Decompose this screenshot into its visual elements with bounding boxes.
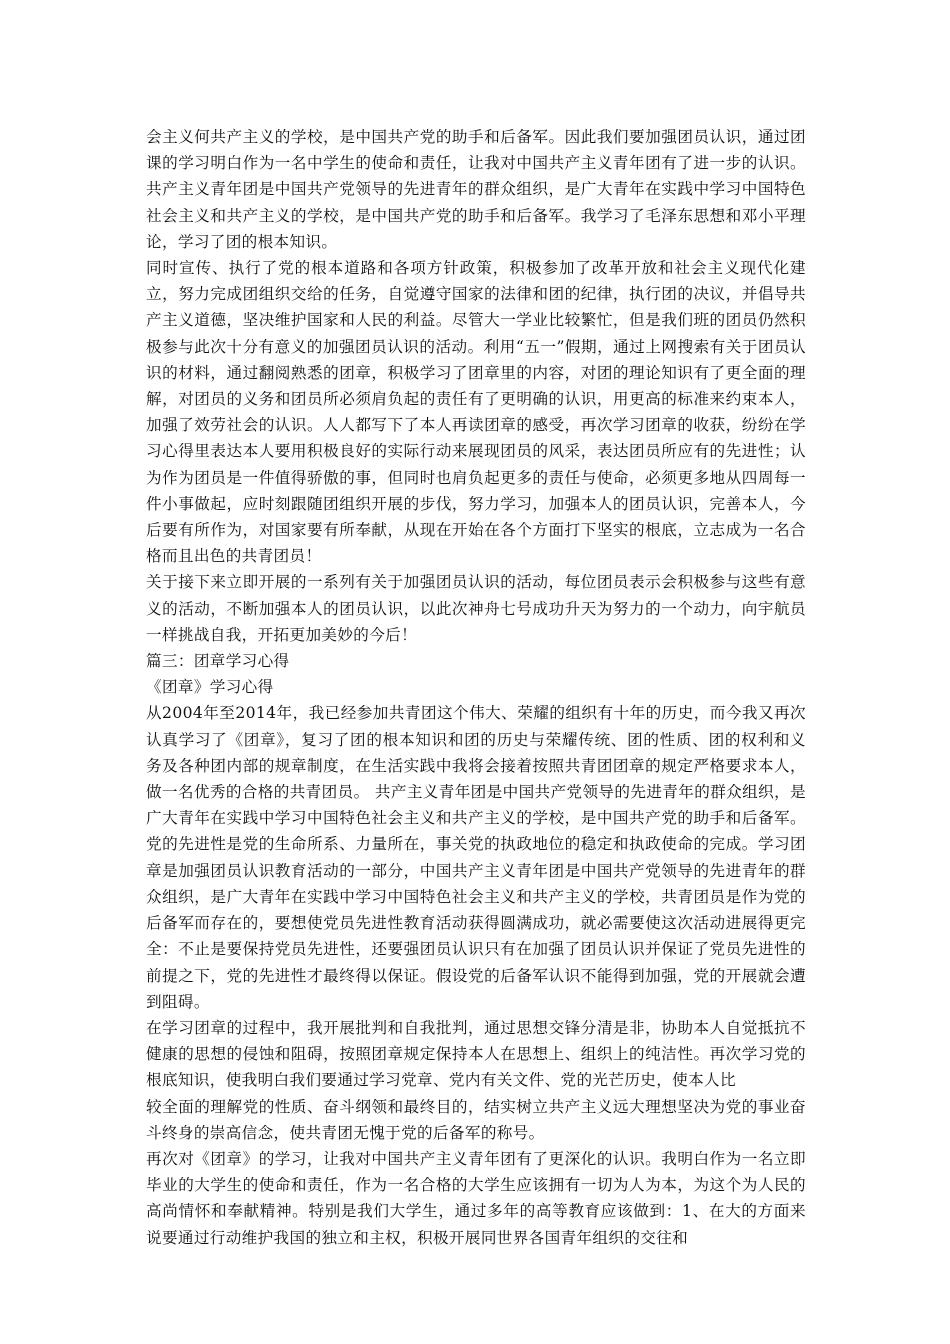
paragraph-1: 会主义何共产主义的学校，是中国共产党的助手和后备军。因此我们要加强团员认识，通过团课的学习明白作为一名中学生的使命和责任，让我对中国共产主义青年团有了进一步的认识。共产主义青年团是中国共产党领导的先进青年的群众组织，是广大青年在实践中学习中国特色社会主义和共产主义的学校，是中国共产党的助手和后备军。我学习了毛泽东思想和邓小平理论，学习了团的根本知识。 xyxy=(146,128,806,251)
section-heading: 篇三：团章学习心得 xyxy=(146,652,290,671)
paragraph-9: 再次对《团章》的学习，让我对中国共产主义青年团有了更深化的认识。我明白作为一名立即毕业的大学生的使命和责任，作为一名合格的大学生应该拥有一切为人为本，为这个为人民的高尚情怀和奉献精神。特别是我们大学生，通过多年的高等教育应该做到：1、在大的方面来说要通过行动维护我国的独立和主权，积极开展同世界各国青年组织的交往和 xyxy=(146,1149,806,1247)
paragraph-2: 同时宣传、执行了党的根本道路和各项方针政策，积极参加了改革开放和社会主义现代化建立，努力完成团组织交给的任务，自觉遵守国家的法律和团的纪律，执行团的决议，并倡导共产主义道德，坚决维护国家和人民的利益。尽管大一学业比较繁忙，但是我们班的团员仍然积极参与此次十分有意义的加强团员认识的活动。利用“五一”假期，通过上网搜索有关于团员认识的材料，通过翻阅熟悉的团章，积极学习了团章里的内容，对团的理论知识有了更全面的理解，对团员的义务和团员所必须肩负起的责任有了更明确的认识，用更高的标准来约束本人，加强了效劳社会的认识。人人都写下了本人再读团章的感受，再次学习团章的收获，纷纷在学习心得里表达本人要用积极良好的实际行动来展现团员的风采，表达团员所应有的先进性；认为作为团员是一件值得骄傲的事，但同时也肩负起更多的责任与使命，必须更多地从四周每一件小事做起，应时刻跟随团组织开展的步伐，努力学习，加强本人的团员认识，完善本人，今后要有所作为，对国家要有所奉献，从现在开始在各个方面打下坚实的根底，立志成为一名合格而且出色的共青团员！ xyxy=(146,259,806,566)
paragraph-6: 从2004年至2014年，我已经参加共青团这个伟大、荣耀的组织有十年的历史，而今我又再次认真学习了《团章》，复习了团的根本知识和团的历史与荣耀传统、团的性质、团的权利和义务及各种团内部的规章制度，在生活实践中我将会接着按照共青团团章的规定严格要求本人，做一名优秀的合格的共青团员。 共产主义青年团是中国共产党领导的先进青年的群众组织，是广大青年在实践中学习中国特色社会主义和共产主义的学校，是中国共产党的助手和后备军。党的先进性是党的生命所系、力量所在，事关党的执政地位的稳定和执政使命的完成。学习团章是加强团员认识教育活动的一部分，中国共产主义青年团是中国共产党领导的先进青年的群众组织，是广大青年在实践中学习中国特色社会主义和共产主义的学校，共青团员是作为党的后备军而存在的，要想使党员先进性教育活动获得圆满成功，就必需要使这次活动进展得更完全：不止是要保持党员先进性，还要强团员认识只有在加强了团员认识并保证了党员先进性的前提之下，党的先进性才最终得以保证。假设党的后备军认识不能得到加强，党的开展就会遭到阻碍。 xyxy=(146,704,806,1011)
paragraph-3: 关于接下来立即开展的一系列有关于加强团员认识的活动，每位团员表示会积极参与这些有意义的活动，不断加强本人的团员认识，以此次神舟七号成功升天为努力的一个动力，向宇航员一样挑战自我，开拓更加美妙的今后！ xyxy=(146,573,806,644)
paragraph-7: 在学习团章的过程中，我开展批判和自我批判，通过思想交锋分清是非，协助本人自觉抵抗不健康的思想的侵蚀和阻碍，按照团章规定保持本人在思想上、组织上的纯洁性。再次学习党的根底知识，使我明白我们要通过学习党章、党内有关文件、党的光芒历史，使本人比 xyxy=(146,1018,806,1090)
document-body xyxy=(146,124,806,1251)
paragraph-8: 较全面的理解党的性质、奋斗纲领和最终目的，结实树立共产主义远大理想坚决为党的事业奋斗终身的崇高信念，使共青团无愧于党的后备军的称号。 xyxy=(146,1097,806,1142)
article-title: 《团章》学习心得 xyxy=(146,678,274,697)
